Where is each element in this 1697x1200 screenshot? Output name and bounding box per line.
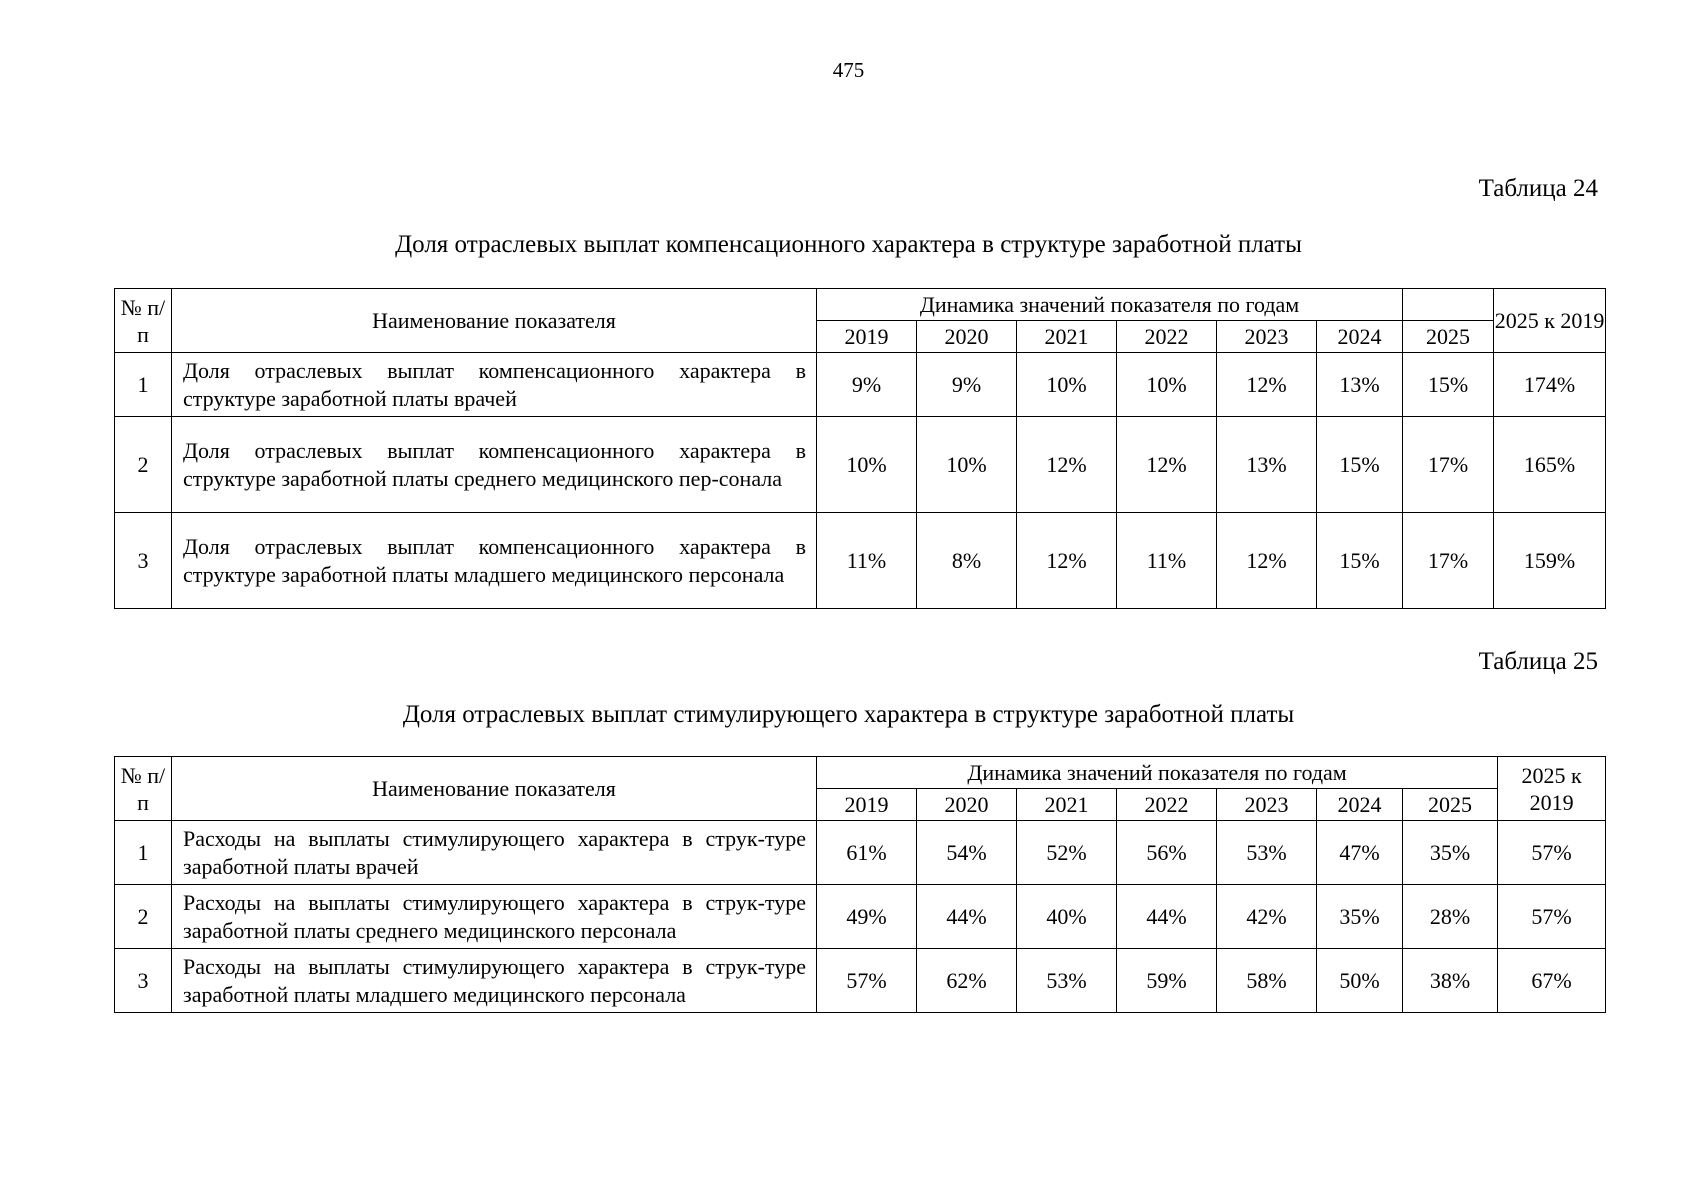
- header-year: 2022: [1117, 789, 1217, 821]
- header-year: 2024: [1317, 321, 1403, 353]
- table-24-label: Таблица 24: [1478, 175, 1598, 202]
- row-value: 12%: [1217, 353, 1317, 417]
- row-value: 62%: [917, 949, 1017, 1013]
- header-year: 2021: [1017, 789, 1117, 821]
- row-value: 8%: [917, 513, 1017, 609]
- table-row: [115, 513, 1606, 609]
- row-value: 11%: [817, 513, 917, 609]
- header-year: 2019: [817, 321, 917, 353]
- row-value: 35%: [1317, 885, 1403, 949]
- row-num: 3: [115, 513, 172, 609]
- row-value: 12%: [1117, 417, 1217, 513]
- row-value: 53%: [1017, 949, 1117, 1013]
- header-year: 2024: [1317, 789, 1403, 821]
- row-num: 1: [115, 821, 172, 885]
- row-ratio: 159%: [1494, 513, 1606, 609]
- row-value: 9%: [917, 353, 1017, 417]
- row-value: 40%: [1017, 885, 1117, 949]
- row-value: 10%: [817, 417, 917, 513]
- header-year: 2019: [817, 789, 917, 821]
- row-name: Доля отраслевых выплат компенсационного характера в структуре заработной платы младшего медицинского персонала: [172, 513, 817, 609]
- row-value: 53%: [1217, 821, 1317, 885]
- row-value: 11%: [1117, 513, 1217, 609]
- header-empty-cell: [1403, 289, 1494, 321]
- row-value: 12%: [1217, 513, 1317, 609]
- row-value: 10%: [1017, 353, 1117, 417]
- row-value: 15%: [1317, 513, 1403, 609]
- header-year: 2025: [1403, 789, 1498, 821]
- table-24: [114, 288, 1606, 609]
- row-name: Доля отраслевых выплат компенсационного характера в структуре заработной платы врачей: [172, 353, 817, 417]
- header-year: 2020: [917, 789, 1017, 821]
- table-row: [115, 353, 1606, 417]
- header-year: 2025: [1403, 321, 1494, 353]
- table-row: [115, 885, 1606, 949]
- row-value: 54%: [917, 821, 1017, 885]
- header-year: 2021: [1017, 321, 1117, 353]
- row-value: 13%: [1217, 417, 1317, 513]
- row-value: 35%: [1403, 821, 1498, 885]
- table-row: [115, 417, 1606, 513]
- header-dynamics: Динамика значений показателя по годам: [817, 757, 1498, 789]
- row-value: 61%: [817, 821, 917, 885]
- row-value: 44%: [1117, 885, 1217, 949]
- table-row: [115, 821, 1606, 885]
- header-num: № п/п: [115, 757, 172, 821]
- row-num: 2: [115, 417, 172, 513]
- row-value: 12%: [1017, 417, 1117, 513]
- header-num: № п/п: [115, 289, 172, 353]
- page-number: 475: [832, 58, 865, 82]
- row-value: 49%: [817, 885, 917, 949]
- table-row: [115, 949, 1606, 1013]
- row-value: 17%: [1403, 513, 1494, 609]
- row-name: Расходы на выплаты стимулирующего характера в струк-туре заработной платы врачей: [172, 821, 817, 885]
- row-value: 15%: [1403, 353, 1494, 417]
- row-value: 52%: [1017, 821, 1117, 885]
- row-name: Доля отраслевых выплат компенсационного характера в структуре заработной платы среднего медицинского пер-сонала: [172, 417, 817, 513]
- row-ratio: 67%: [1498, 949, 1606, 1013]
- table-25-label: Таблица 25: [1478, 648, 1598, 675]
- table-25-title: Доля отраслевых выплат стимулирующего характера в структуре заработной платы: [402, 701, 1295, 728]
- header-name: Наименование показателя: [172, 289, 817, 353]
- row-value: 12%: [1017, 513, 1117, 609]
- header-year: 2023: [1217, 321, 1317, 353]
- row-value: 9%: [817, 353, 917, 417]
- row-value: 17%: [1403, 417, 1494, 513]
- row-ratio: 57%: [1498, 821, 1606, 885]
- row-num: 2: [115, 885, 172, 949]
- row-value: 58%: [1217, 949, 1317, 1013]
- header-year: 2023: [1217, 789, 1317, 821]
- row-ratio: 57%: [1498, 885, 1606, 949]
- row-ratio: 165%: [1494, 417, 1606, 513]
- row-value: 47%: [1317, 821, 1403, 885]
- row-name: Расходы на выплаты стимулирующего характера в струк-туре заработной платы младшего медицинского персонала: [172, 949, 817, 1013]
- header-year: 2020: [917, 321, 1017, 353]
- row-value: 10%: [917, 417, 1017, 513]
- row-value: 50%: [1317, 949, 1403, 1013]
- row-value: 13%: [1317, 353, 1403, 417]
- row-ratio: 174%: [1494, 353, 1606, 417]
- row-value: 15%: [1317, 417, 1403, 513]
- header-ratio: 2025 к 2019: [1498, 757, 1606, 821]
- row-value: 28%: [1403, 885, 1498, 949]
- row-num: 3: [115, 949, 172, 1013]
- row-value: 57%: [817, 949, 917, 1013]
- header-dynamics: Динамика значений показателя по годам: [817, 289, 1403, 321]
- row-value: 42%: [1217, 885, 1317, 949]
- header-ratio: 2025 к 2019: [1494, 289, 1606, 353]
- row-value: 38%: [1403, 949, 1498, 1013]
- header-name: Наименование показателя: [172, 757, 817, 821]
- row-value: 44%: [917, 885, 1017, 949]
- row-value: 59%: [1117, 949, 1217, 1013]
- header-year: 2022: [1117, 321, 1217, 353]
- row-value: 10%: [1117, 353, 1217, 417]
- table-24-title: Доля отраслевых выплат компенсационного характера в структуре заработной платы: [395, 231, 1302, 258]
- row-value: 56%: [1117, 821, 1217, 885]
- row-num: 1: [115, 353, 172, 417]
- table-25: [114, 756, 1606, 1013]
- row-name: Расходы на выплаты стимулирующего характера в струк-туре заработной платы среднего медицинского персонала: [172, 885, 817, 949]
